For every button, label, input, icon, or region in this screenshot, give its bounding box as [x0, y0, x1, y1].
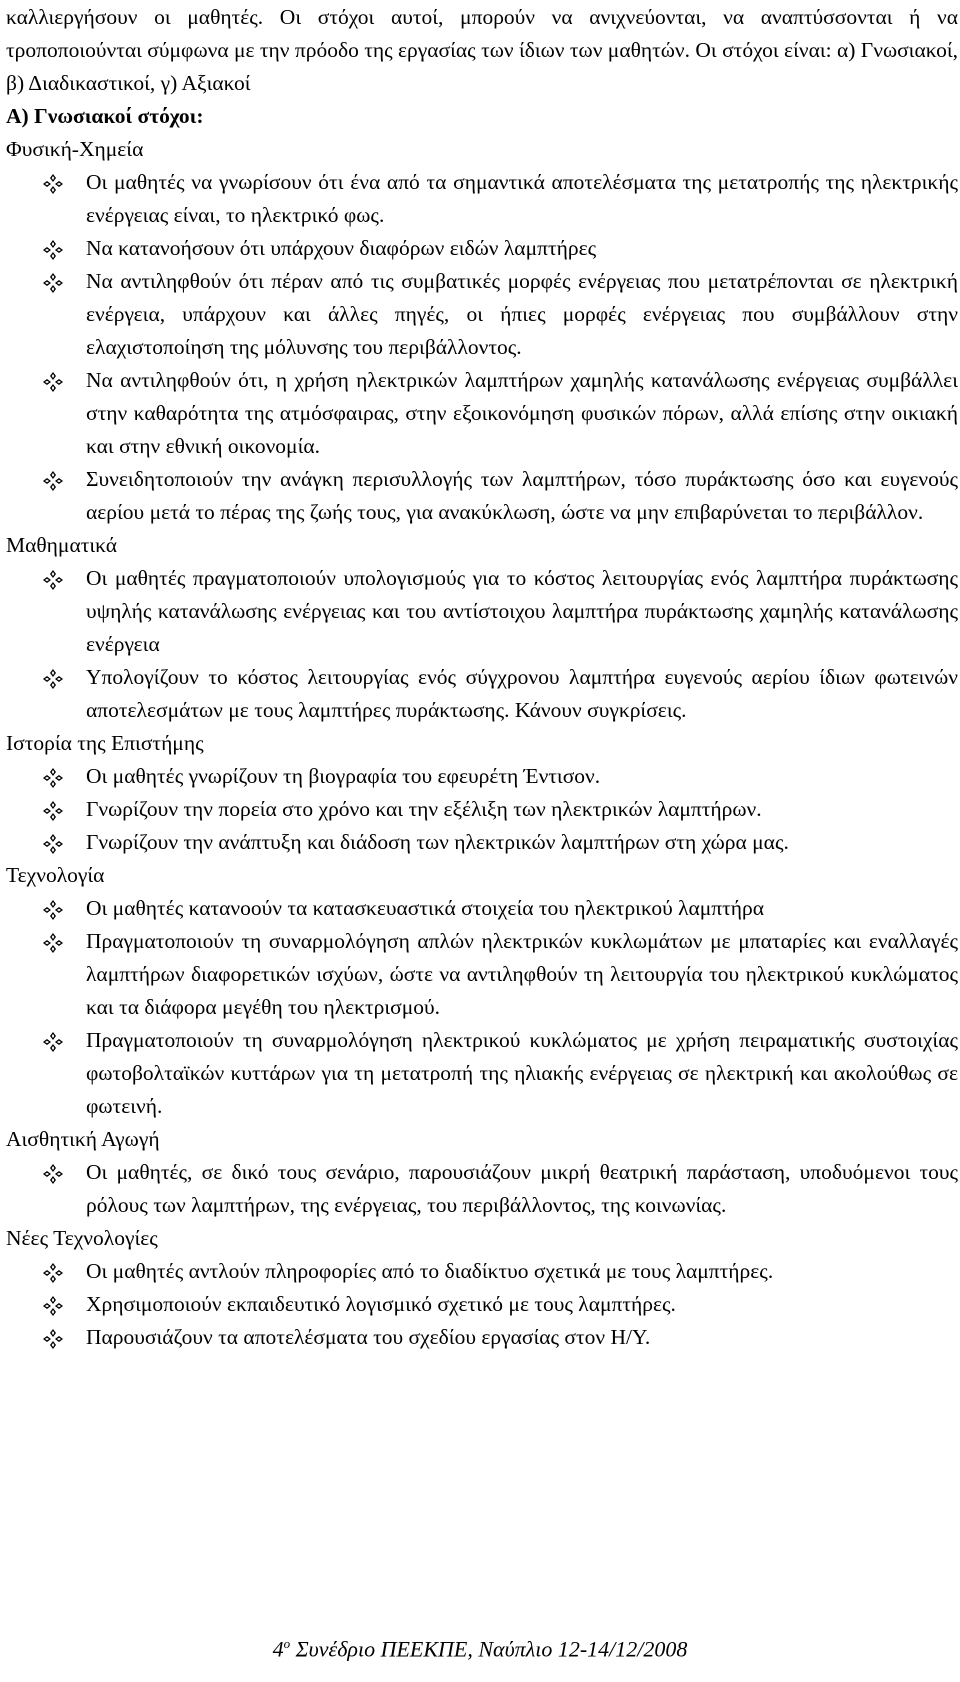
list-item: [6, 1321, 958, 1354]
four-diamond-bullet-icon: [42, 1295, 64, 1317]
list-item: [6, 562, 958, 661]
section-title: Τεχνολογία: [6, 863, 105, 887]
list-item-text: Υπολογίζουν το κόστος λειτουργίας ενός σύγχρονου λαμπτήρα ευγενούς αερίου ίδιων φωτεινών αποτελεσμάτων με τους λαμπτήρες πυράκτωσης. Κάνουν συγκρίσεις.: [86, 665, 958, 722]
list-item-text: Χρησιμοποιούν εκπαιδευτικό λογισμικό σχετικό με τους λαμπτήρες.: [86, 1292, 676, 1316]
four-diamond-bullet-icon: [42, 833, 64, 855]
list-item-text: Παρουσιάζουν τα αποτελέσματα του σχεδίου εργασίας στον Η/Υ.: [86, 1325, 651, 1349]
four-diamond-bullet-icon: [42, 272, 64, 294]
list-item-text: Οι μαθητές να γνωρίσουν ότι ένα από τα σημαντικά αποτελέσματα της μετατροπής της ηλεκτρικής ενέργειας είναι, το ηλεκτρικό φως.: [86, 170, 958, 227]
footer-superscript: ο: [283, 1636, 291, 1651]
list-item: [6, 1255, 958, 1288]
list-item: [6, 925, 958, 1024]
list-item-text: Γνωρίζουν την πορεία στο χρόνο και την εξέλιξη των ηλεκτρικών λαμπτήρων.: [86, 797, 762, 821]
footer-text: Συνέδριο ΠΕΕΚΠΕ, Ναύπλιο 12-14/12/2008: [290, 1636, 688, 1662]
list-item: [6, 793, 958, 826]
list-item: [6, 826, 958, 859]
section-title: Μαθηματικά: [6, 533, 118, 557]
four-diamond-bullet-icon: [42, 1262, 64, 1284]
intro-paragraph: καλλιεργήσουν οι μαθητές. Οι στόχοι αυτοί, μπορούν να ανιχνεύονται, να αναπτύσσονται ή να τροποποιούνται σύμφωνα με την πρόοδο της εργασίας των ίδιων των μαθητών. Οι στόχοι είναι: α) Γνωσιακοί, β) Διαδικαστικοί, γ) Αξιακοί: [6, 5, 958, 95]
four-diamond-bullet-icon: [42, 173, 64, 195]
list-item: [6, 166, 958, 232]
list-item-text: Οι μαθητές πραγματοποιούν υπολογισμούς για το κόστος λειτουργίας ενός λαμπτήρα πυράκτωσης υψηλής κατανάλωσης ενέργειας και του αντίστοιχου λαμπτήρα πυράκτωσης χαμηλής κατανάλωσης ενέργεια: [86, 566, 958, 656]
section-title: Φυσική-Χημεία: [6, 137, 144, 161]
list-item-text: Να αντιληφθούν ότι πέραν από τις συμβατικές μορφές ενέργειας που μετατρέπονται σε ηλεκτρική ενέργεια, υπάρχουν και άλλες πηγές, οι ήπιες μορφές ενέργειας που συμβάλλουν στην ελαχιστοποίηση της μόλυνσης του περιβάλλοντος.: [86, 269, 958, 359]
page-footer: [0, 1636, 960, 1662]
list-item: [6, 1024, 958, 1123]
four-diamond-bullet-icon: [42, 239, 64, 261]
list-item-text: Οι μαθητές αντλούν πληροφορίες από το διαδίκτυο σχετικά με τους λαμπτήρες.: [86, 1259, 774, 1283]
list-item-text: Να αντιληφθούν ότι, η χρήση ηλεκτρικών λαμπτήρων χαμηλής κατανάλωσης ενέργειας συμβάλλει στην καθαρότητα της ατμόσφαιρας, στην εξοικονόμηση φυσικών πόρων, αλλά επίσης στην οικιακή και στην εθνική οικονομία.: [86, 368, 958, 458]
list-item-text: Γνωρίζουν την ανάπτυξη και διάδοση των ηλεκτρικών λαμπτήρων στη χώρα μας.: [86, 830, 789, 854]
list-item: [6, 1156, 958, 1222]
document-page: [6, 0, 958, 1354]
four-diamond-bullet-icon: [42, 470, 64, 492]
list-item: [6, 463, 958, 529]
four-diamond-bullet-icon: [42, 899, 64, 921]
four-diamond-bullet-icon: [42, 569, 64, 591]
footer-number: 4: [272, 1636, 284, 1662]
four-diamond-bullet-icon: [42, 1031, 64, 1053]
four-diamond-bullet-icon: [42, 1328, 64, 1350]
list-item: [6, 1288, 958, 1321]
four-diamond-bullet-icon: [42, 1163, 64, 1185]
four-diamond-bullet-icon: [42, 767, 64, 789]
four-diamond-bullet-icon: [42, 668, 64, 690]
sections-container: [6, 133, 958, 1354]
list-item-text: Οι μαθητές, σε δικό τους σενάριο, παρουσιάζουν μικρή θεατρική παράσταση, υποδυόμενοι τους ρόλους των λαμπτήρων, της ενέργειας, του περιβάλλοντος, της κοινωνίας.: [86, 1160, 958, 1217]
four-diamond-bullet-icon: [42, 800, 64, 822]
list-item: [6, 232, 958, 265]
section-title: Νέες Τεχνολογίες: [6, 1226, 158, 1250]
four-diamond-bullet-icon: [42, 371, 64, 393]
section-title: Ιστορία της Επιστήμης: [6, 731, 204, 755]
list-item-text: Πραγματοποιούν τη συναρμολόγηση ηλεκτρικού κυκλώματος με χρήση πειραματικής συστοιχίας φωτοβολταϊκών κυττάρων για τη μετατροπή της ηλιακής ενέργειας σε ηλεκτρική και ακολούθως σε φωτεινή.: [86, 1028, 958, 1118]
section-title: Αισθητική Αγωγή: [6, 1127, 160, 1151]
list-item-text: Συνειδητοποιούν την ανάγκη περισυλλογής των λαμπτήρων, τόσο πυράκτωσης όσο και ευγενούς αερίου μετά το πέρας της ζωής τους, για ανακύκλωση, ώστε να μην επιβαρύνεται το περιβάλλον.: [86, 467, 958, 524]
list-item: [6, 364, 958, 463]
list-item: [6, 760, 958, 793]
list-item: [6, 661, 958, 727]
list-item-text: Οι μαθητές γνωρίζουν τη βιογραφία του εφευρέτη Έντισον.: [86, 764, 601, 788]
list-item-text: Να κατανοήσουν ότι υπάρχουν διαφόρων ειδών λαμπτήρες: [86, 236, 597, 260]
list-item-text: Πραγματοποιούν τη συναρμολόγηση απλών ηλεκτρικών κυκλωμάτων με μπαταρίες και εναλλαγές λαμπτήρων διαφορετικών ισχύων, ώστε να αντιληφθούν τη λειτουργία του ηλεκτρικού κυκλώματος και τα διάφορα μεγέθη του ηλεκτρισμού.: [86, 929, 958, 1019]
four-diamond-bullet-icon: [42, 932, 64, 954]
list-item: [6, 892, 958, 925]
list-item-text: Οι μαθητές κατανοούν τα κατασκευαστικά στοιχεία του ηλεκτρικού λαμπτήρα: [86, 896, 765, 920]
main-heading: Α) Γνωσιακοί στόχοι:: [6, 104, 204, 128]
list-item: [6, 265, 958, 364]
